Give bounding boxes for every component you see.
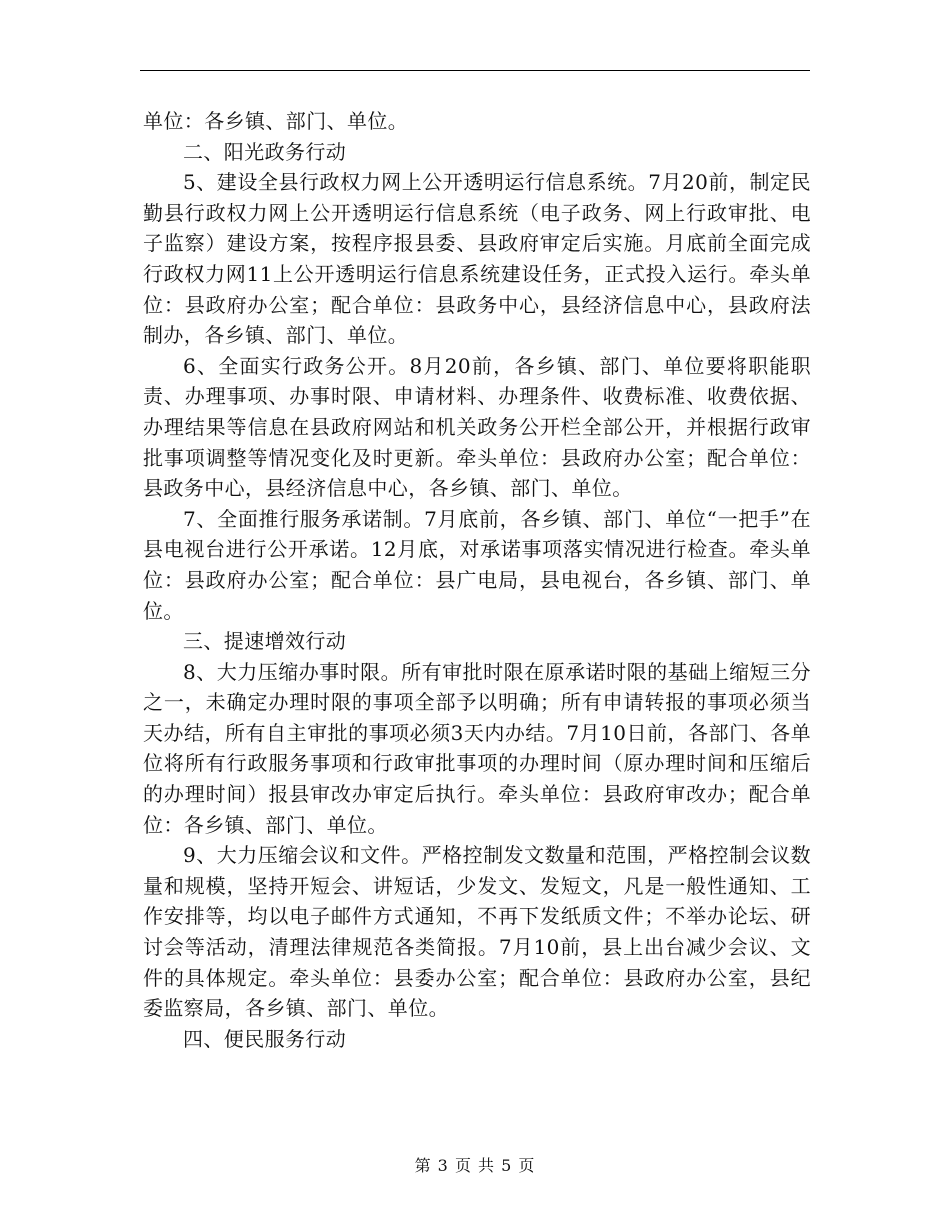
document-body	[143, 106, 811, 1054]
paragraph-item-7: 7、全面推行服务承诺制。7月底前，各乡镇、部门、单位“一把手”在县电视台进行公开承诺。12月底，对承诺事项落实情况进行检查。牵头单位：县政府办公室；配合单位：县广电局，县电视台，各乡镇、部门、单位。	[143, 506, 811, 623]
paragraph-item-9: 9、大力压缩会议和文件。严格控制发文数量和范围，严格控制会议数量和规模，坚持开短会、讲短话，少发文、发短文，凡是一般性通知、工作安排等，均以电子邮件方式通知，不再下发纸质文件；不举办论坛、研讨会等活动，清理法律规范各类简报。7月10前，县上出台减少会议、文件的具体规定。牵头单位：县委办公室；配合单位：县政府办公室，县纪委监察局，各乡镇、部门、单位。	[143, 843, 811, 1021]
paragraph-item-8: 8、大力压缩办事时限。所有审批时限在原承诺时限的基础上缩短三分之一，未确定办理时限的事项全部予以明确；所有申请转报的事项必须当天办结，所有自主审批的事项必须3天内办结。7月10日前，各部门、各单位将所有行政服务事项和行政审批事项的办理时间（原办理时间和压缩后的办理时间）报县审改办审定后执行。牵头单位：县政府审改办；配合单位：各乡镇、部门、单位。	[143, 659, 811, 837]
page-footer: 第 3 页 共 5 页	[414, 1156, 536, 1175]
header-rule	[140, 70, 810, 71]
paragraph-item-5: 5、建设全县行政权力网上公开透明运行信息系统。7月20前，制定民勤县行政权力网上公开透明运行信息系统（电子政务、网上行政审批、电子监察）建设方案，按程序报县委、县政府审定后实施。月底前全面完成行政权力网11上公开透明运行信息系统建设任务，正式投入运行。牵头单位：县政府办公室；配合单位：县政务中心，县经济信息中心，县政府法制办，各乡镇、部门、单位。	[143, 170, 811, 348]
paragraph-continuation: 单位：各乡镇、部门、单位。	[143, 109, 409, 133]
section-heading-efficiency: 三、提速增效行动	[183, 629, 347, 654]
paragraph-item-6: 6、全面实行政务公开。8月20前，各乡镇、部门、单位要将职能职责、办理事项、办事时限、申请材料、办理条件、收费标准、收费依据、办理结果等信息在县政府网站和机关政务公开栏全部公开，并根据行政审批事项调整等情况变化及时更新。牵头单位：县政府办公室；配合单位：县政务中心，县经济信息中心，各乡镇、部门、单位。	[143, 353, 811, 501]
section-heading-convenience: 四、便民服务行动	[183, 1026, 347, 1051]
section-heading-sunshine-governance: 二、阳光政务行动	[183, 139, 347, 164]
